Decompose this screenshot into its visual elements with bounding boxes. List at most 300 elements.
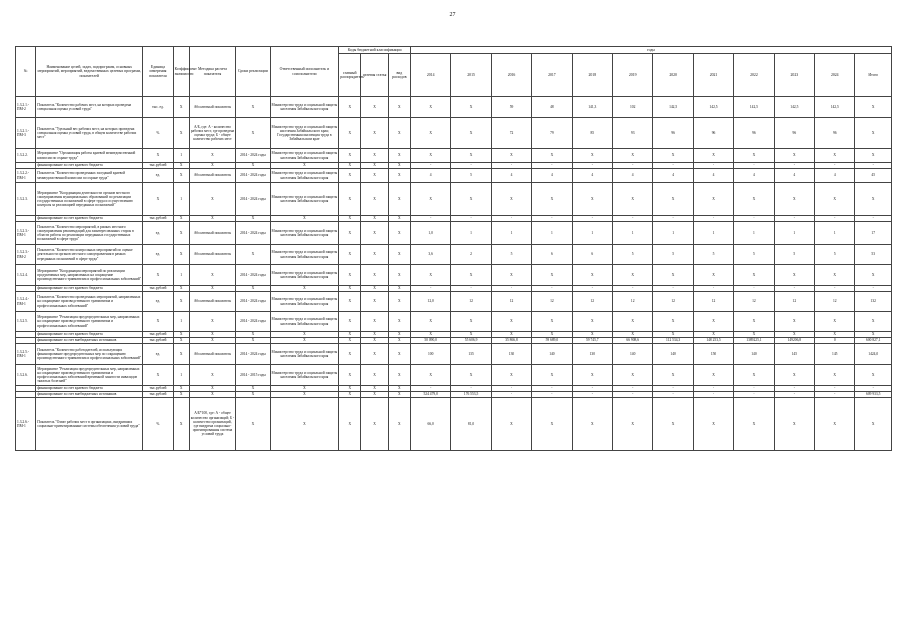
row-code: X [388,183,410,216]
row-code: X [388,216,410,222]
row-year-value: 5 [693,245,733,265]
row-year-value: 150 [693,344,733,365]
row-year-value: X [815,365,855,386]
row-code: X [388,97,410,118]
row-coef: X [173,398,189,451]
row-code: X [339,386,361,392]
row-code: X [388,149,410,163]
row-name: Мероприятие "Реализация предупредительных мер, направленных на сокращение производственного травматизма и профессиональных заболеваний временной занятости инвалидов тяжелых болезней" [36,365,143,386]
table-row [16,222,892,245]
row-year-value: 96 [734,118,774,149]
row-year-value: X [734,365,774,386]
row-code: X [361,216,388,222]
row-code: X [388,386,410,392]
row-term: X [236,118,270,149]
row-coef: X [173,286,189,292]
row-unit: тыс. ед. [143,97,173,118]
row-year-value: X [855,183,892,216]
row-coef: X [173,338,189,344]
row-year-value: - [572,216,612,222]
row-year-value: X [734,332,774,338]
row-year-value: - [532,392,572,398]
row-year-value: - [734,216,774,222]
row-year-value: X [653,265,693,286]
row-year-value: 12 [491,292,531,312]
row-year-value: 140 [734,344,774,365]
row-year-value: 135 [451,344,491,365]
row-term: 2014 - 2024 годы [236,149,270,163]
row-year-value: 2 [451,245,491,265]
row-year-value: X [491,398,531,451]
row-year-value: X [613,183,653,216]
row-term: 2014 - 2024 годы [236,265,270,286]
row-year-value: 4 [410,169,450,183]
row-responsible: Министерство труда и социальной защиты населения Забайкальского края [270,97,339,118]
header-coef: Коэффициент значимости [173,47,189,97]
row-year-value: - [491,286,531,292]
row-year-value: X [855,332,892,338]
row-year-value: 4 [693,169,733,183]
row-year-value: 4 [572,169,612,183]
row-code: X [361,292,388,312]
row-name: финансирование за счет краевого бюджета [36,386,143,392]
row-year-value: 4 [815,169,855,183]
row-code: X [361,398,388,451]
row-year-value: 142,5 [653,97,693,118]
header-year: 2017 [532,54,572,97]
row-code: X [361,169,388,183]
row-year-value: X [855,312,892,332]
row-code: X [339,332,361,338]
header-resp: Ответственный исполнитель и соисполнители [270,47,339,97]
row-code: X [361,392,388,398]
row-year-value: X [693,365,733,386]
row-year-value: 5 [815,245,855,265]
row-year-value: 100 [410,344,450,365]
header-year: 2024 [815,54,855,97]
row-year-value: X [572,149,612,163]
row-code: X [388,118,410,149]
row-responsible: X [270,392,339,398]
row-method: Абсолютный показатель [189,344,235,365]
row-name: Мероприятие "Организация работы краевой межведомственной комиссии по охране труда" [36,149,143,163]
row-year-value: - [855,216,892,222]
row-year-value: 0 [815,338,855,344]
row-year-value: X [815,312,855,332]
row-year-value: X [774,365,814,386]
table-row [16,245,892,265]
row-year-value: X [855,398,892,451]
row-unit: X [143,365,173,386]
header-term: Сроки реализации [236,47,270,97]
row-name: Показатель "Охват рабочих мест в организациях, внедривших социально-ориентированные системы обеспечения условий труда" [36,398,143,451]
header-code-sub: вид расходов [388,54,410,97]
row-year-value: X [613,398,653,451]
row-name: финансирование за счет краевого бюджета [36,216,143,222]
row-year-value: X [693,265,733,286]
row-year-value: X [855,265,892,286]
row-year-value: X [451,183,491,216]
row-coef: X [173,344,189,365]
row-year-value: 149206,8 [774,338,814,344]
row-year-value: 1 [613,222,653,245]
row-year-value: - [774,286,814,292]
row-year-value: 6 [572,245,612,265]
row-year-value: - [451,163,491,169]
row-year-value: X [774,265,814,286]
row-year-value: X [693,183,733,216]
header-year: 2022 [734,54,774,97]
header-year: 2023 [774,54,814,97]
row-year-value: - [774,216,814,222]
row-year-value: - [734,386,774,392]
row-no: 1.3.2.5. [16,312,36,332]
row-year-value: X [693,398,733,451]
row-year-value: X [491,332,531,338]
row-no: 1.3.2.3.-ПМ-2 [16,245,36,265]
row-year-value: 140 [613,344,653,365]
row-term: X [236,245,270,265]
row-year-value: - [653,392,693,398]
row-code: X [361,163,388,169]
row-code: X [361,286,388,292]
row-coef: X [173,97,189,118]
row-year-value: X [653,332,693,338]
row-term: X [236,332,270,338]
row-year-value: - [774,386,814,392]
row-year-value: - [653,163,693,169]
row-code: X [388,286,410,292]
row-responsible: Министерство труда и социальной защиты населения Забайкальского края; Государственная инспекция труда в Забайкальском крае [270,118,339,149]
row-year-value: - [855,163,892,169]
row-year-value: X [410,312,450,332]
row-year-value: - [613,286,653,292]
row-unit: X [143,183,173,216]
row-responsible: X [270,332,339,338]
row-year-value: X [410,365,450,386]
row-method: Абсолютный показатель [189,97,235,118]
row-method: X [189,386,235,392]
row-year-value: - [693,216,733,222]
row-year-value: - [410,286,450,292]
row-year-value: 1 [451,222,491,245]
row-year-value: 96 [815,118,855,149]
row-no: 1.3.2.3. [16,183,36,216]
row-year-value: X [774,332,814,338]
row-year-value: 85 [572,118,612,149]
table-row [16,398,892,451]
row-year-value: - [491,386,531,392]
row-year-value: 35 866,8 [491,338,531,344]
row-code: X [361,312,388,332]
row-coef: X [173,163,189,169]
row-code: X [339,312,361,332]
row-year-value: 176 553,5 [451,392,491,398]
row-responsible: Министерство труда и социальной защиты населения Забайкальского края [270,365,339,386]
row-code: X [388,292,410,312]
header-year: 2021 [693,54,733,97]
row-year-value: - [613,216,653,222]
row-year-value: - [491,392,531,398]
row-year-value: X [410,149,450,163]
row-no: 1.3.2.4. [16,265,36,286]
row-year-value: 1 [734,222,774,245]
row-term: X [236,398,270,451]
row-year-value: - [653,386,693,392]
row-year-value: 112 534,3 [653,338,693,344]
row-year-value: - [572,392,612,398]
row-year-value: X [451,97,491,118]
row-code: X [388,163,410,169]
row-code: X [339,392,361,398]
row-method: X [189,163,235,169]
row-term: 2014 - 2024 годы [236,183,270,216]
row-code: X [388,365,410,386]
row-year-value: 12 [613,292,653,312]
row-code: X [361,245,388,265]
row-year-value: X [491,183,531,216]
row-year-value: - [572,386,612,392]
program-indicators-table [15,46,892,451]
row-name: Показатель "Количество проведенных мероприятий, направленных на сокращение производственного травматизма и профессиональных заболеваний" [36,292,143,312]
row-year-value: - [572,163,612,169]
row-year-value: 141,3 [572,97,612,118]
row-year-value: X [774,398,814,451]
row-code: X [388,332,410,338]
row-year-value: 1 [653,222,693,245]
row-method: X [189,365,235,386]
row-code: X [361,149,388,163]
table-row [16,344,892,365]
row-year-value: X [815,149,855,163]
row-code: X [339,365,361,386]
row-method: X [189,216,235,222]
row-code: X [388,398,410,451]
row-year-value: X [653,398,693,451]
row-year-value: X [774,312,814,332]
row-year-value: - [734,286,774,292]
row-year-value: 4 [491,169,531,183]
row-term: 2014 - 2024 годы [236,222,270,245]
row-year-value: - [613,392,653,398]
row-coef: X [173,386,189,392]
row-year-value: X [532,398,572,451]
row-year-value: 3,6 [410,245,450,265]
row-code: X [388,392,410,398]
row-year-value: 1 [693,222,733,245]
row-term: 2014 - 2024 годы [236,169,270,183]
header-year: 2018 [572,54,612,97]
row-year-value: 132 [855,292,892,312]
row-year-value: 609 933,5 [855,392,892,398]
row-code: X [339,118,361,149]
row-term: 2014 - 2024 годы [236,292,270,312]
row-method: X [189,149,235,163]
row-year-value: X [491,265,531,286]
row-method: X [189,338,235,344]
row-name: Показатель "Количество мероприятий, в рамках местного самоуправления рекомендаций для заинтересованных сторон в области работы по реализации переданных государственных полномочий в сфере труда" [36,222,143,245]
row-year-value: 17 [855,222,892,245]
row-code: X [361,97,388,118]
row-name: финансирование за счет краевого бюджета [36,332,143,338]
row-year-value: X [613,312,653,332]
row-code: X [361,386,388,392]
row-unit: тыс.рублей [143,216,173,222]
row-year-value: X [613,332,653,338]
row-year-value: X [815,398,855,451]
row-method: Абсолютный показатель [189,245,235,265]
row-responsible: Министерство труда и социальной защиты населения Забайкальского края [270,312,339,332]
row-name: Мероприятие "Координация деятельности органов местного самоуправления муниципальных образований по реализации государственных полномочий в сфере труда и осуществлению контроля за реализацией переданных полномочий" [36,183,143,216]
row-code: X [339,169,361,183]
row-year-value: - [734,163,774,169]
row-unit: тыс.рублей [143,386,173,392]
header-code-sub: главный распорядитель [339,54,361,97]
row-term: X [236,163,270,169]
row-coef: X [173,169,189,183]
row-year-value: X [774,149,814,163]
row-code: X [388,245,410,265]
row-year-value: - [613,386,653,392]
row-no: 1.3.2.2. [16,149,36,163]
row-year-value: X [491,365,531,386]
row-year-value: 66,0 [410,398,450,451]
row-year-value: X [855,118,892,149]
row-year-value: - [693,286,733,292]
row-code: X [361,344,388,365]
row-name: Показатель "Количество контрольных мероприятий по оценке деятельности органов местного самоуправления в рамках переданных полномочий в сфере труда" [36,245,143,265]
row-year-value: X [572,265,612,286]
header-year: Итого [855,54,892,97]
row-year-value: 72 [491,118,531,149]
row-unit: тыс.рублей [143,286,173,292]
row-year-value: X [491,312,531,332]
row-method: Абсолютный показатель [189,292,235,312]
row-year-value: X [572,332,612,338]
row-no: 1.3.2.2.-ПМ-1 [16,169,36,183]
row-year-value: X [653,312,693,332]
row-responsible: X [270,163,339,169]
row-unit: ед. [143,222,173,245]
row-year-value: X [693,332,733,338]
row-responsible: X [270,216,339,222]
row-year-value: - [774,392,814,398]
row-year-value: 12 [653,292,693,312]
row-unit: ед. [143,344,173,365]
row-code: X [388,344,410,365]
row-year-value: 1,0 [410,222,450,245]
row-year-value: X [410,332,450,338]
row-year-value: X [451,365,491,386]
row-unit: тыс.рублей [143,163,173,169]
row-year-value: X [815,265,855,286]
row-term: 2014 - 2024 годы [236,312,270,332]
row-unit: тыс.рублей [143,332,173,338]
row-coef: X [173,222,189,245]
row-year-value: 524 479,0 [410,392,450,398]
row-year-value: 140 [653,344,693,365]
row-responsible: X [270,386,339,392]
row-unit: X [143,312,173,332]
row-year-value: X [572,183,612,216]
row-year-value: 55 606,9 [451,338,491,344]
row-no: 1.3.2.6.-ПМ-1 [16,398,36,451]
row-year-value: 12,0 [410,292,450,312]
row-unit: ед. [143,245,173,265]
row-term: 2014 - 2024 годы [236,344,270,365]
row-unit: % [143,398,173,451]
row-year-value: X [532,312,572,332]
row-year-value: 140 [532,344,572,365]
row-name: финансирование за счет внебюджетных источников [36,392,143,398]
row-year-value: 1 [532,222,572,245]
row-term: X [236,386,270,392]
row-unit: тыс.рублей [143,392,173,398]
row-code: X [339,286,361,292]
row-year-value: X [734,265,774,286]
row-year-value: X [410,118,450,149]
row-year-value: X [451,149,491,163]
row-no: 1.3.2.1.-ПМ-2 [16,97,36,118]
row-year-value: 12 [815,292,855,312]
row-name: Показатель "Количество проведенных заседаний краевой межведомственной комиссии по охране труда" [36,169,143,183]
row-year-value: 5 [491,245,531,265]
row-method: X [189,332,235,338]
row-unit: X [143,265,173,286]
row-term: X [236,216,270,222]
row-term: X [236,338,270,344]
row-code: X [339,344,361,365]
row-code: X [361,265,388,286]
row-year-value: 1389225,1 [734,338,774,344]
row-no: 1.3.2.1.-ПМ-3 [16,118,36,149]
header-year: 2015 [451,54,491,97]
row-year-value: X [410,183,450,216]
row-method: X [189,265,235,286]
row-year-value: 142,5 [815,97,855,118]
row-year-value: 4 [613,169,653,183]
row-year-value: X [613,149,653,163]
row-code: X [339,149,361,163]
header-name: Наименование целей, задач, подпрограмм, основных мероприятий, мероприятий, ведомственных целевых программ, показателей [36,47,143,97]
row-year-value: X [855,365,892,386]
row-year-value: - [734,392,774,398]
row-no: 1.3.2.5.-ПМ-1 [16,344,36,365]
row-year-value: 5 [734,245,774,265]
row-year-value: - [774,163,814,169]
row-year-value: 142,5 [734,97,774,118]
row-year-value: 59 745,7 [572,338,612,344]
row-year-value: 4 [734,169,774,183]
row-unit: тыс.рублей [143,338,173,344]
row-year-value: X [693,312,733,332]
row-year-value: 12 [734,292,774,312]
row-year-value: 66 908,6 [613,338,653,344]
row-year-value: - [410,163,450,169]
header-year: 2014 [410,54,450,97]
row-year-value: - [613,163,653,169]
row-year-value: - [410,216,450,222]
row-year-value: 142,5 [693,97,733,118]
row-coef: 1 [173,312,189,332]
row-year-value: X [774,183,814,216]
row-year-value: 96 [693,118,733,149]
row-year-value: 145 [815,344,855,365]
row-responsible: Министерство труда и социальной защиты населения Забайкальского края [270,245,339,265]
row-year-value: - [815,286,855,292]
row-code: X [339,222,361,245]
row-year-value: - [653,286,693,292]
